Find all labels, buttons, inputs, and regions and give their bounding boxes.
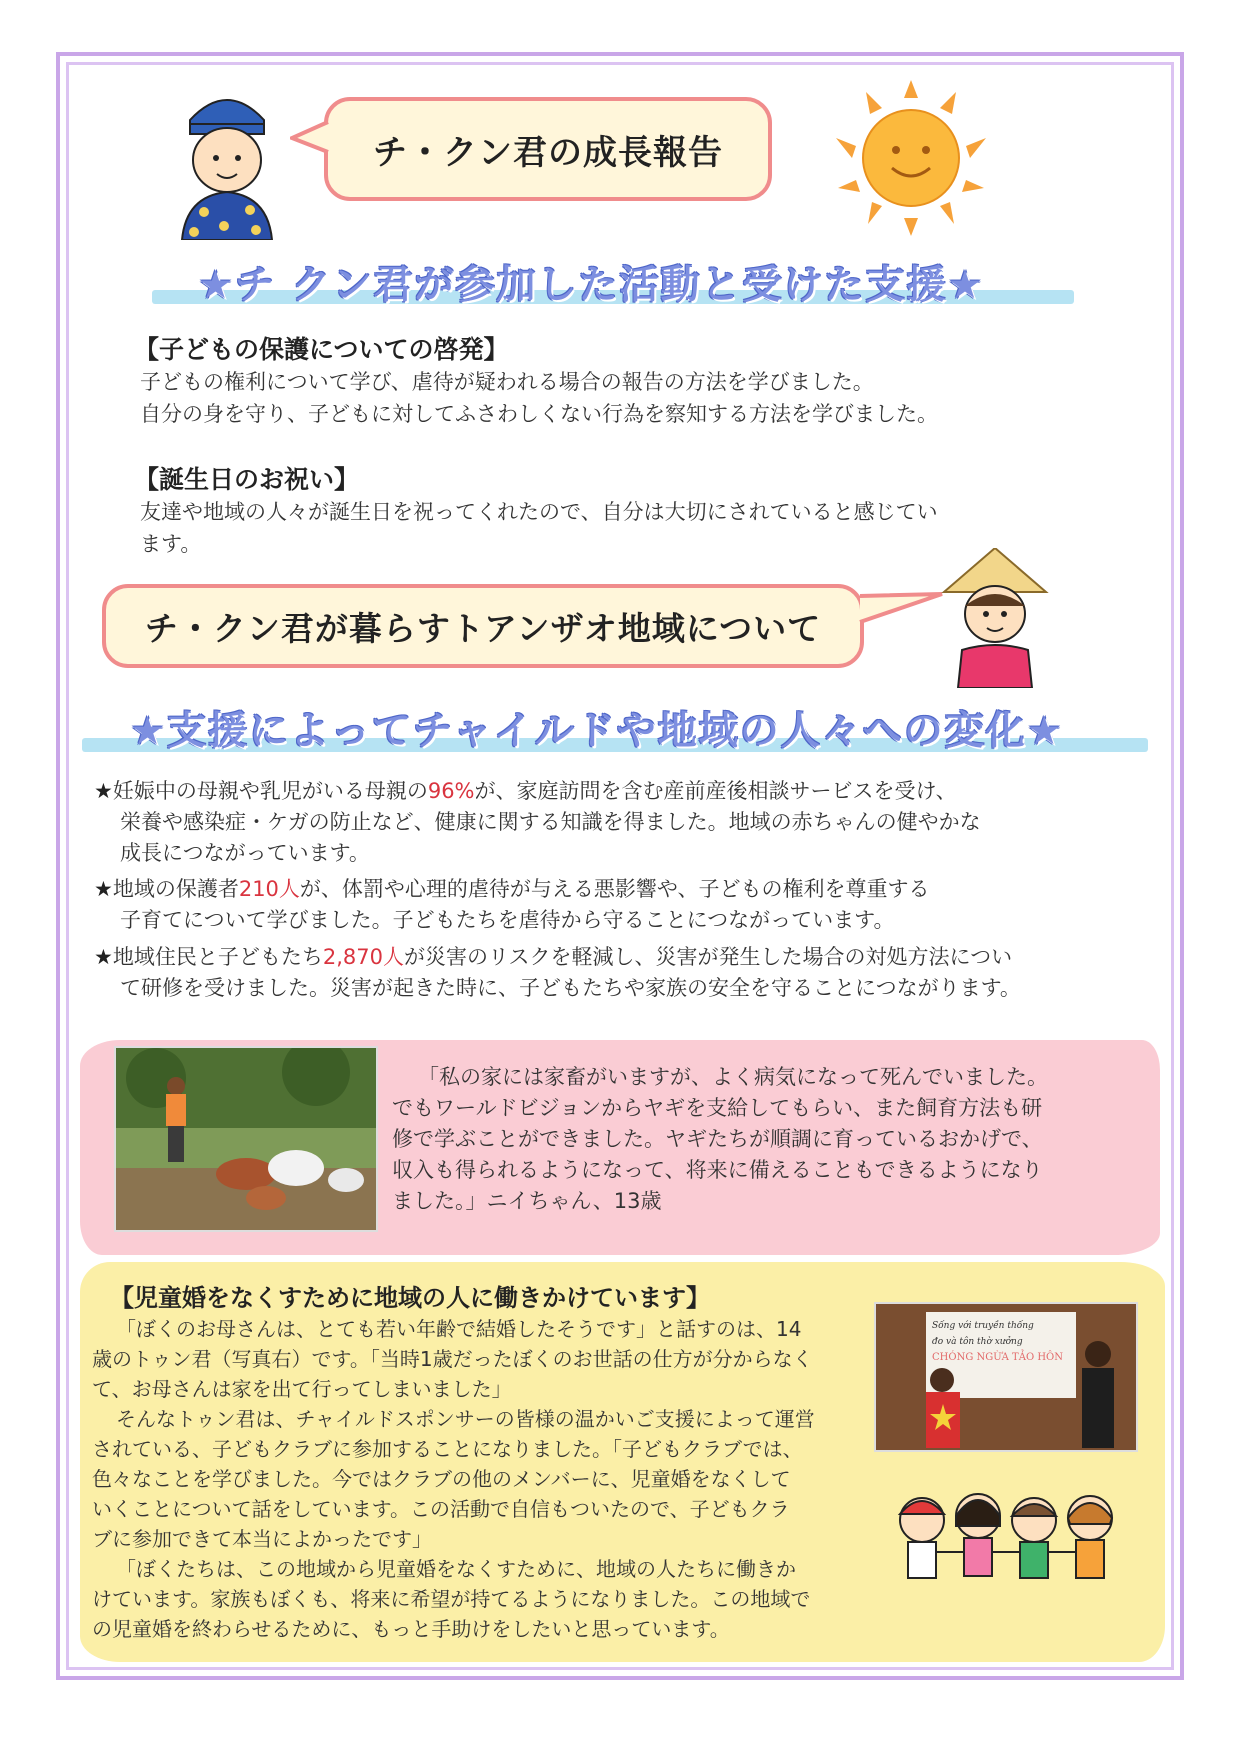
story-line: 色々なことを学びました。今ではクラブの他のメンバーに、児童婚をなくして (92, 1467, 791, 1491)
bubble-tail (858, 588, 944, 628)
page-title: チ・クン君の成長報告 (373, 132, 723, 173)
sign-text: Sống với truyền thống (932, 1321, 1034, 1331)
story-line: 「ぼくのお母さんは、とても若い年齢で結婚したそうです」と話すのは、14 (116, 1317, 802, 1341)
result-bullet: ★地域住民と子どもたち2,870人が災害のリスクを軽減し、災害が発生した場合の対処方法につい て研修を受けました。災害が起きた時に、子どもたちや家族の安全を守ることにつながります。 (94, 945, 1021, 1000)
region-title: チ・クン君が暮らすトアンザオ地域について (144, 608, 822, 648)
story-line: ブに参加できて本当によかったです」 (92, 1527, 432, 1551)
paragraph-line: 自分の身を守り、子どもに対してふさわしくない行為を察知する方法を学びました。 (140, 402, 938, 426)
stat-number: 210人 (238, 877, 300, 901)
story-line: て、お母さんは家を出て行ってしまいました」 (92, 1377, 512, 1401)
quote-line: でもワールドビジョンからヤギを支給してもらい、また飼育方法も研 (392, 1096, 1043, 1120)
star-icon: ★ (94, 945, 113, 969)
quote-line: 修で学ぶことができました。ヤギたちが順調に育っているおかげで、 (392, 1127, 1043, 1151)
kids-illustration (886, 1480, 1126, 1610)
star-icon: ★ (94, 779, 113, 803)
region-bubble (102, 584, 864, 668)
quote-line: 収入も得られるようになって、将来に備えることもできるようになり (392, 1158, 1043, 1182)
goat-photo (114, 1046, 378, 1232)
story-line: そんなトゥン君は、チャイルドスポンサーの皆様の温かいご支援によって運営 (116, 1407, 815, 1431)
paragraph-line: 子どもの権利について学び、虐待が疑われる場合の報告の方法を学びました。 (140, 370, 874, 394)
story-line: の児童婚を終わらせるために、もっと手助けをしたいと思っています。 (92, 1617, 730, 1641)
result-bullet: ★地域の保護者210人が、体罰や心理的虐待が与える悪影響や、子どもの権利を尊重する 子育てについて学びました。子どもたちを虐待から守ることにつながっています。 (94, 877, 930, 932)
activities-banner: ★チ クン君が参加した活動と受けた支援★ (198, 263, 985, 308)
sun-illustration (826, 78, 996, 238)
title-bubble (324, 97, 772, 201)
story-line: 歳のトゥン君（写真右）です。「当時1歳だったぼくのお世話の仕方が分からなく (92, 1347, 813, 1371)
section-heading: 【子どもの保護についての啓発】 (134, 335, 509, 364)
quote-line: ました。」ニイちゃん、13歳 (392, 1189, 662, 1213)
star-icon: ★ (94, 877, 113, 901)
stat-number: 96% (427, 779, 475, 803)
sign-text: CHÓNG NGỪA TẢO HÔN (932, 1352, 1063, 1363)
boy-illustration (172, 80, 282, 240)
story-line: けています。家族もぼくも、将来に希望が持てるようになりました。この地域で (92, 1587, 811, 1611)
stat-number: 2,870人 (322, 945, 404, 969)
paragraph-line: ます。 (140, 532, 202, 556)
story-line: いくことについて話をしています。この活動で自信もついたので、子どもクラ (92, 1497, 790, 1521)
result-bullet: ★妊娠中の母親や乳児がいる母親の96%が、家庭訪問を含む産前産後相談サービスを受け、 栄養や感染症・ケガの防止など、健康に関する知識を得ました。地域の赤ちゃんの健やかな 成長につながっています。 (94, 779, 981, 865)
changes-banner: ★支援によってチャイルドや地域の人々への変化★ (130, 709, 1064, 754)
story-line: されている、子どもクラブに参加することになりました。「子どもクラブでは、 (92, 1437, 803, 1461)
sign-text: đo và tôn thờ xưởng (932, 1337, 1023, 1347)
story-line: 「ぼくたちは、この地域から児童婚をなくすために、地域の人たちに働きか (116, 1557, 796, 1581)
goat-photo-illustration (116, 1048, 378, 1232)
section-heading: 【誕生日のお祝い】 (134, 465, 360, 494)
section-heading: 【児童婚をなくすために地域の人に働きかけています】 (110, 1284, 710, 1312)
girl-illustration (940, 548, 1050, 688)
paragraph-line: 友達や地域の人々が誕生日を祝ってくれたので、自分は大切にされていると感じてい (140, 500, 938, 524)
sign-photo (874, 1302, 1138, 1452)
quote-line: 「私の家には家畜がいますが、よく病気になって死んでいました。 (418, 1065, 1048, 1089)
bubble-tail (290, 118, 330, 158)
